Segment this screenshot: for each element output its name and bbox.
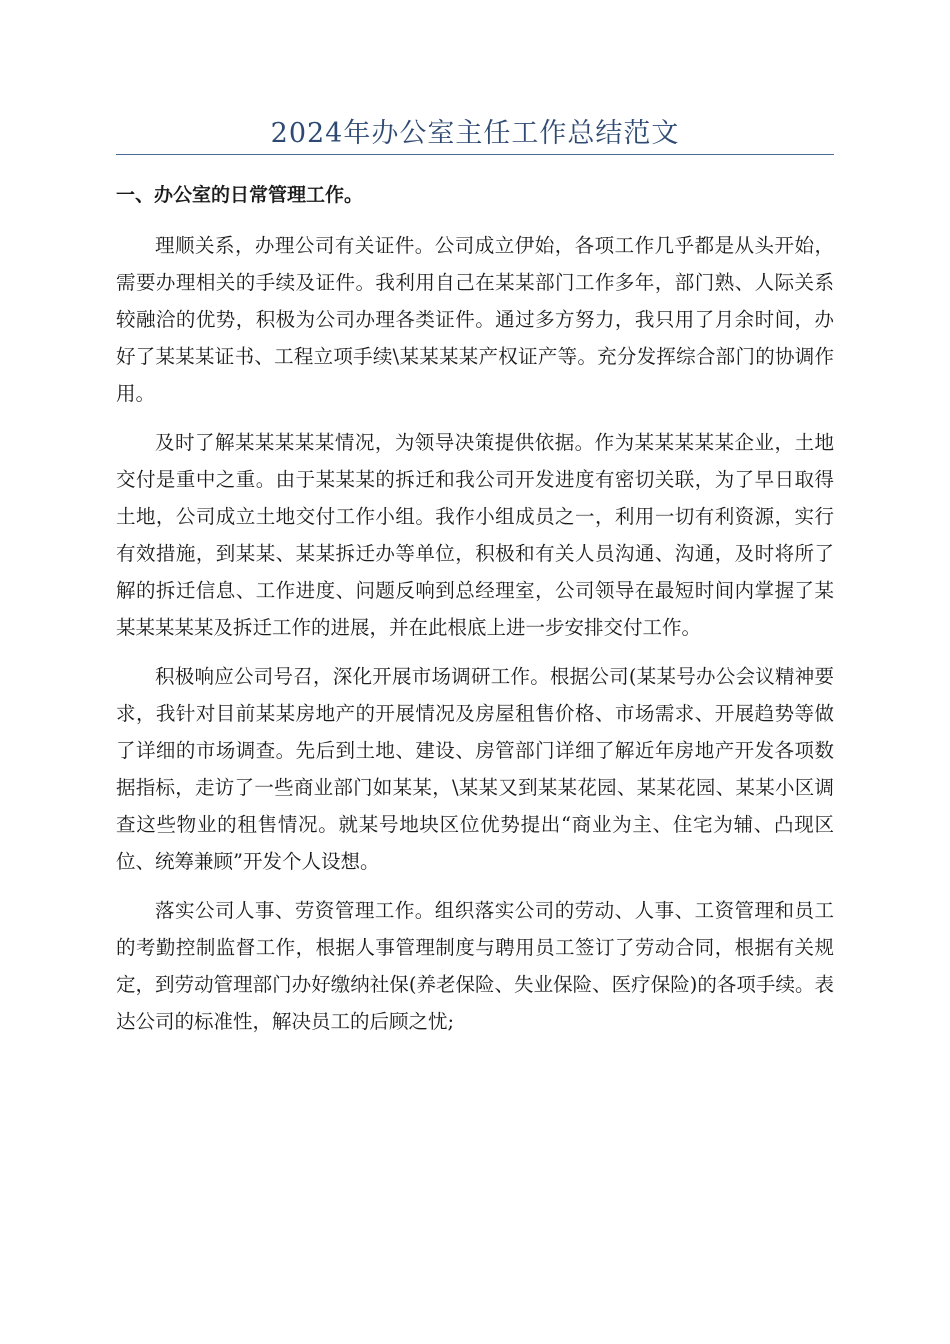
paragraph-2: 及时了解某某某某某情况，为领导决策提供依据。作为某某某某某企业，土地交付是重中之重。由于某某某的拆迁和我公司开发进度有密切关联，为了早日取得土地，公司成立土地交付工作小组。我作小组成员之一，利用一切有利资源，实行有效措施，到某某、某某拆迁办等单位，积极和有关人员沟通、沟通，及时将所了解的拆迁信息、工作进度、问题反响到总经理室，公司领导在最短时间内掌握了某某某某某某及拆迁工作的进展，并在此根底上进一步安排交付工作。 [116,431,834,639]
document-title: 2024年办公室主任工作总结范文 [270,118,680,149]
paragraph-4: 落实公司人事、劳资管理工作。组织落实公司的劳动、人事、工资管理和员工的考勤控制监督工作，根据人事管理制度与聘用员工签订了劳动合同，根据有关规定，到劳动管理部门办好缴纳社保(养老保险、失业保险、医疗保险)的各项手续。表达公司的标准性，解决员工的后顾之忧; [116,899,834,1033]
document-page [116,112,834,1040]
paragraph-1: 理顺关系，办理公司有关证件。公司成立伊始，各项工作几乎都是从头开始，需要办理相关的手续及证件。我利用自己在某某部门工作多年，部门熟、人际关系较融洽的优势，积极为公司办理各类证件。通过多方努力，我只用了月余时间，办好了某某某证书、工程立项手续\某某某某产权证产等。充分发挥综合部门的协调作用。 [116,234,834,405]
paragraph-3: 积极响应公司号召，深化开展市场调研工作。根据公司(某某号办公会议精神要求，我针对目前某某房地产的开展情况及房屋租售价格、市场需求、开展趋势等做了详细的市场调查。先后到土地、建设、房管部门详细了解近年房地产开发各项数据指标，走访了一些商业部门如某某，\某某又到某某花园、某某花园、某某小区调查这些物业的租售情况。就某号地块区位优势提出“商业为主、住宅为辅、凸现区位、统筹兼顾”开发个人设想。 [116,665,834,873]
section-heading: 一、办公室的日常管理工作。 [116,184,364,206]
